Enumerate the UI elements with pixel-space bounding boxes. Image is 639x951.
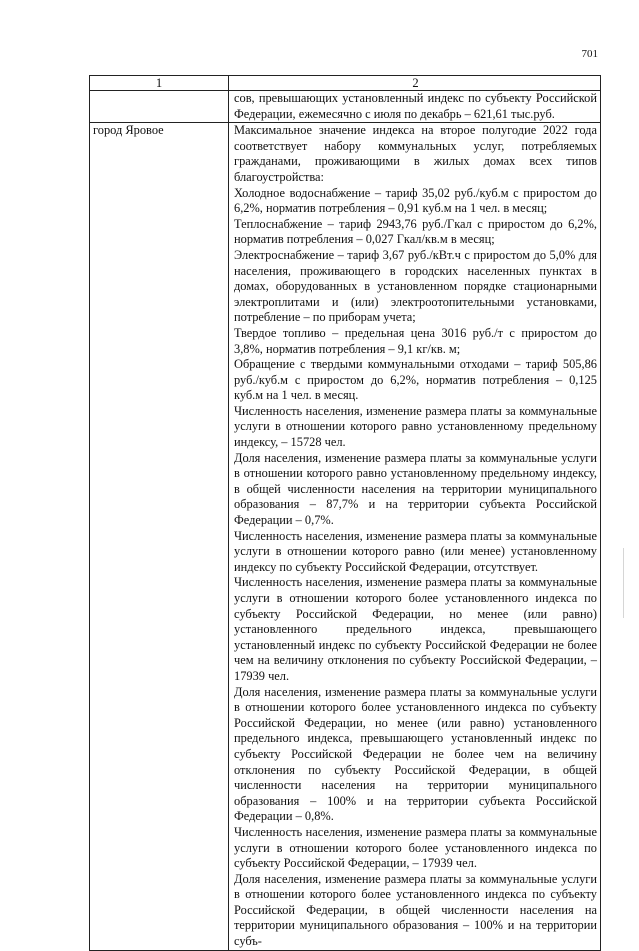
paragraph: Теплоснабжение – тариф 2943,76 руб./Гкал с приростом до 6,2%, норматив потребления – 0,027 Гкал/кв.м в месяц; <box>234 216 597 247</box>
paragraph: Максимальное значение индекса на второе полугодие 2022 года соответствует набору коммунальных услуг, потребляемых гражданами, проживающими в жилых домах всех типов благоустройства: <box>234 123 597 184</box>
paragraph: Доля населения, изменение размера платы за коммунальные услуги в отношении которого более установленного индекса по субъекту Российской Федерации, но менее (или равно) установленного предельного индекса, превышающего установленный индекс по субъекту Российской Федерации не более чем на величину отклонения по субъекту Российской Федерации, в общей численности населения на территории муниципального образования – 100% и на территории субъекта Российской Федерации – 0,8%. <box>234 684 597 824</box>
document-table <box>89 75 601 951</box>
paragraph: Численность населения, изменение размера платы за коммунальные услуги в отношении которого более установленного индекса по субъекту Российской Федерации, но менее (или равно) установленного предельного индекса, превышающего установленный индекс по субъекту Российской Федерации не более чем на величину отклонения по субъекту Российской Федерации, – 17939 чел. <box>234 575 597 683</box>
municipality-name: город Яровое <box>90 123 229 950</box>
paragraph: Холодное водоснабжение – тариф 35,02 руб./куб.м с приростом до 6,2%, норматив потребления – 0,91 куб.м на 1 чел. в месяц; <box>234 185 597 216</box>
continuation-text: сов, превышающих установленный индекс по субъекту Российской Федерации, ежемесячно с июля по декабрь – 621,61 тыс.руб. <box>229 91 601 123</box>
column-header-1: 1 <box>90 76 229 91</box>
column-header-2: 2 <box>229 76 601 91</box>
table-row-continuation <box>90 91 601 123</box>
paragraph: Численность населения, изменение размера платы за коммунальные услуги в отношении которого равно (или менее) установленному индексу по субъекту Российской Федерации, отсутствует. <box>234 528 597 574</box>
empty-cell <box>90 91 229 123</box>
table-header-row <box>90 76 601 91</box>
paragraph: Численность населения, изменение размера платы за коммунальные услуги в отношении которого равно установленному предельному индексу, – 15728 чел. <box>234 403 597 450</box>
table-row <box>90 123 601 950</box>
paragraph: Электроснабжение – тариф 3,67 руб./кВт.ч с приростом до 5,0% для населения, проживающего в городских населенных пунктах в домах, оборудованных в установленном порядке стационарными электроплитами и (или) электроотопительными установками, потребление – по приборам учета; <box>234 247 597 325</box>
scan-artifact-line <box>623 548 624 618</box>
municipality-description <box>229 123 601 950</box>
paragraph: Твердое топливо – предельная цена 3016 руб./т с приростом до 3,8%, норматив потребления – 9,1 кг/кв. м; <box>234 325 597 356</box>
page-number: 701 <box>581 48 598 60</box>
paragraph: Доля населения, изменение размера платы за коммунальные услуги в отношении которого более установленного индекса по субъекту Российской Федерации, в общей численности населения на территории муниципального образования – 100% и на территории субъ- <box>234 871 597 949</box>
paragraph: Численность населения, изменение размера платы за коммунальные услуги в отношении которого более установленного индекса по субъекту Российской Федерации, – 17939 чел. <box>234 824 597 871</box>
paragraph: Доля населения, изменение размера платы за коммунальные услуги в отношении которого равно установленному предельному индексу, в общей численности населения на территории муниципального образования – 87,7% и на территории субъекта Российской Федерации – 0,7%. <box>234 450 597 528</box>
paragraph: Обращение с твердыми коммунальными отходами – тариф 505,86 руб./куб.м с приростом до 6,2%, норматив потребления – 0,125 куб.м на 1 чел. в месяц. <box>234 357 597 403</box>
